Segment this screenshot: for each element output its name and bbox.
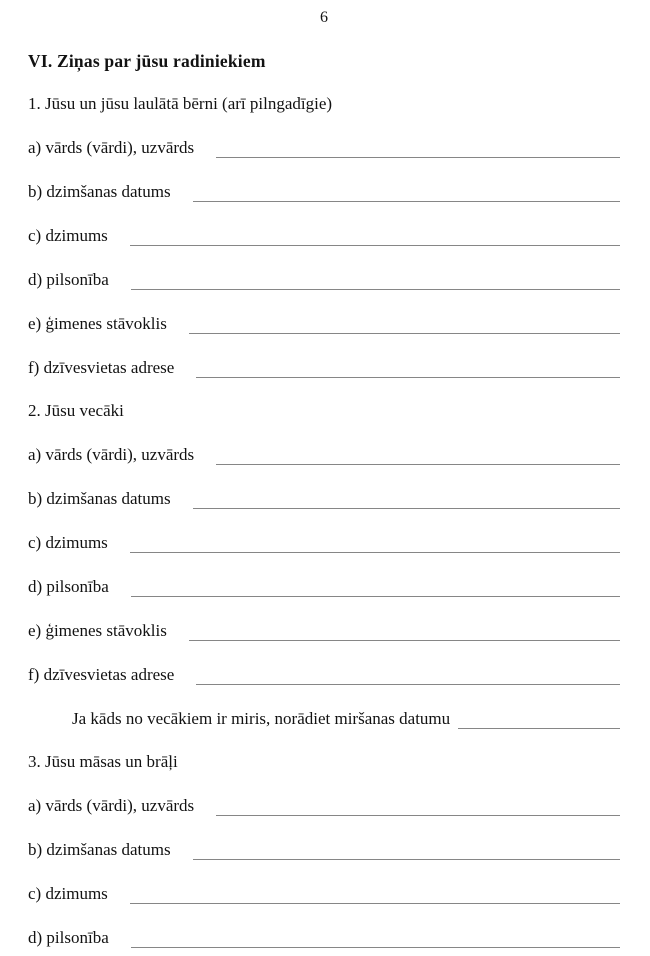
form-field-row xyxy=(28,444,620,465)
form-field-row xyxy=(28,181,620,202)
field-label-name-surname: a) vārds (vārdi), uzvārds xyxy=(28,138,195,157)
blank-line-marital-status[interactable] xyxy=(189,313,620,334)
form-field-row xyxy=(28,137,620,158)
blank-line-birth-date[interactable] xyxy=(193,181,620,202)
blank-line-citizenship[interactable] xyxy=(131,269,620,290)
field-label-marital-status: e) ģimenes stāvoklis xyxy=(28,621,167,640)
field-label-gender: c) dzimums xyxy=(28,533,108,552)
field-label-birth-date: b) dzimšanas datums xyxy=(28,182,171,201)
form-field-row xyxy=(28,269,620,290)
form-field-row xyxy=(28,927,620,948)
section-heading: VI. Ziņas par jūsu radiniekiem xyxy=(28,51,266,71)
field-label-gender: c) dzimums xyxy=(28,226,108,245)
field-label-residence-address: f) dzīvesvietas adrese xyxy=(28,665,175,684)
blank-line-residence-address[interactable] xyxy=(196,664,620,685)
field-label-citizenship: d) pilsonība xyxy=(28,577,109,596)
form-field-row xyxy=(28,576,620,597)
field-label-residence-address: f) dzīvesvietas adrese xyxy=(28,358,175,377)
blank-line-death-date[interactable] xyxy=(458,708,620,729)
section-2-title: 2. Jūsu vecāki xyxy=(28,401,124,420)
form-field-row xyxy=(28,883,620,904)
page-number: 6 xyxy=(320,9,328,26)
section-1-title: 1. Jūsu un jūsu laulātā bērni (arī pilngadīgie) xyxy=(28,94,333,113)
blank-line-name-surname[interactable] xyxy=(216,795,620,816)
field-label-citizenship: d) pilsonība xyxy=(28,270,109,289)
form-field-row xyxy=(28,357,620,378)
form-field-row xyxy=(28,313,620,334)
blank-line-citizenship[interactable] xyxy=(131,927,620,948)
blank-line-birth-date[interactable] xyxy=(193,839,620,860)
form-field-row xyxy=(28,488,620,509)
form-field-row xyxy=(28,795,620,816)
field-label-name-surname: a) vārds (vārdi), uzvārds xyxy=(28,445,195,464)
blank-line-name-surname[interactable] xyxy=(216,444,620,465)
deceased-parent-note-row xyxy=(28,708,620,729)
field-label-gender: c) dzimums xyxy=(28,884,108,903)
field-label-birth-date: b) dzimšanas datums xyxy=(28,489,171,508)
field-label-citizenship: d) pilsonība xyxy=(28,928,109,947)
blank-line-gender[interactable] xyxy=(130,225,620,246)
note-label-death-date: Ja kāds no vecākiem ir miris, norādiet miršanas datumu xyxy=(72,709,451,728)
field-label-marital-status: e) ģimenes stāvoklis xyxy=(28,314,167,333)
field-label-name-surname: a) vārds (vārdi), uzvārds xyxy=(28,796,195,815)
blank-line-birth-date[interactable] xyxy=(193,488,620,509)
blank-line-residence-address[interactable] xyxy=(196,357,620,378)
form-field-row xyxy=(28,620,620,641)
field-label-birth-date: b) dzimšanas datums xyxy=(28,840,171,859)
blank-line-gender[interactable] xyxy=(130,532,620,553)
blank-line-name-surname[interactable] xyxy=(216,137,620,158)
form-field-row xyxy=(28,532,620,553)
form-field-row xyxy=(28,664,620,685)
blank-line-citizenship[interactable] xyxy=(131,576,620,597)
form-field-row xyxy=(28,225,620,246)
blank-line-gender[interactable] xyxy=(130,883,620,904)
form-field-row xyxy=(28,839,620,860)
section-3-title: 3. Jūsu māsas un brāļi xyxy=(28,752,178,771)
blank-line-marital-status[interactable] xyxy=(189,620,620,641)
